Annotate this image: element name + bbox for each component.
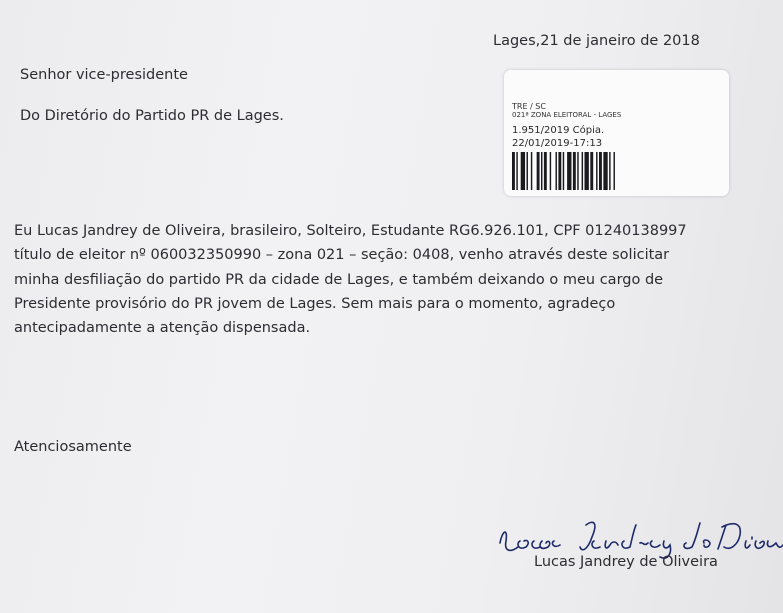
body-line: minha desfiliação do partido PR da cidade de Lages, e também deixando o meu cargo de <box>14 271 664 288</box>
body-line: Presidente provisório do PR jovem de Lages. Sem mais para o momento, agradeço <box>14 295 616 312</box>
body-line: título de eleitor nº 060032350990 – zona 021 – seção: 0408, venho através deste solicitar <box>14 247 670 264</box>
body-line: antecipadamente a atenção dispensada. <box>14 320 311 337</box>
barcode-icon <box>512 152 654 190</box>
letter-body <box>14 219 774 340</box>
closing: Atenciosamente <box>14 439 132 455</box>
signer-name: Lucas Jandrey de Oliveira <box>534 554 718 570</box>
protocol-stamp <box>504 70 729 196</box>
stamp-datetime: 22/01/2019-17:13 <box>512 138 603 149</box>
stamp-protocol-number: 1.951/2019 Cópia. <box>512 125 605 136</box>
recipient: Do Diretório do Partido PR de Lages. <box>20 108 284 124</box>
body-line: Eu Lucas Jandrey de Oliveira, brasileiro, Solteiro, Estudante RG6.926.101, CPF 01240138997 <box>14 223 687 239</box>
letter-date: Lages,21 de janeiro de 2018 <box>493 33 700 49</box>
salutation: Senhor vice-presidente <box>20 67 188 83</box>
stamp-zone: 021ª ZONA ELEITORAL - LAGES <box>512 111 622 119</box>
stamp-court: TRE / SC <box>512 102 546 111</box>
